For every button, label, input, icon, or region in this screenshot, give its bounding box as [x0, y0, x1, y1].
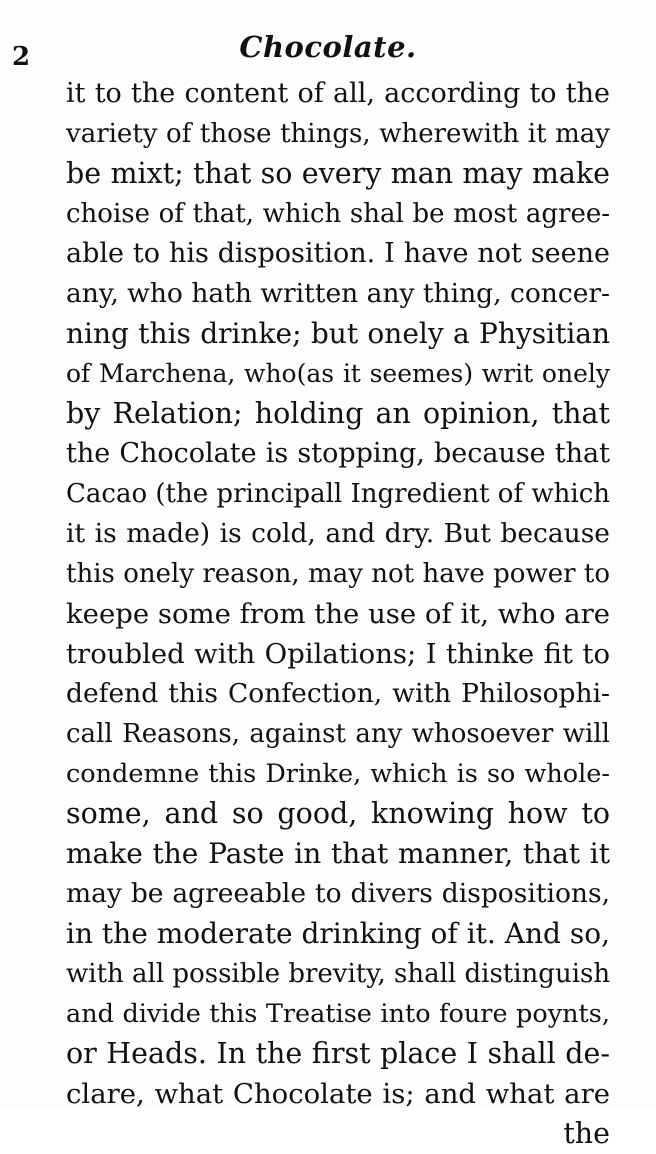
text-line: may be agreeable to divers dispositions,: [66, 878, 610, 909]
text-line: it is made) is cold, and dry. But because: [66, 518, 610, 549]
text-line: some, and so good, knowing how to: [66, 797, 610, 830]
text-line: defend this Confection, with Philosophi-: [66, 678, 610, 709]
text-line: condemne this Drinke, which is so whole-: [66, 759, 610, 789]
running-head: Chocolate.: [239, 30, 417, 64]
page-number: 2: [12, 42, 31, 72]
text-line: the Chocolate is stopping, because that: [66, 438, 610, 469]
text-line: or Heads. In the first place I shall de-: [66, 1037, 610, 1070]
text-line: choise of that, which shal be most agree-: [66, 199, 610, 229]
text-line: able to his disposition. I have not seene: [66, 238, 610, 269]
body-text: [66, 74, 610, 1154]
catchword: the: [563, 1117, 610, 1150]
text-line: of Marchena, who(as it seemes) writ onely: [66, 359, 610, 388]
text-line: with all possible brevity, shall distinguish: [66, 959, 610, 989]
text-line: by Relation; holding an opinion, that: [66, 397, 610, 430]
text-line: this onely reason, may not have power to: [66, 559, 610, 589]
text-line: clare, what Chocolate is; and what are: [66, 1078, 610, 1110]
text-line: make the Paste in that manner, that it: [66, 837, 610, 870]
text-line: and divide this Treatise into foure poynts,: [66, 999, 610, 1029]
text-line: variety of those things, wherewith it may: [66, 119, 610, 149]
text-line: troubled with Opilations; I thinke fit to: [66, 638, 610, 670]
text-line: Cacao (the principall Ingredient of which: [66, 479, 610, 509]
text-line: in the moderate drinking of it. And so,: [66, 917, 610, 950]
text-line: ning this drinke; but onely a Physitian: [66, 317, 610, 350]
text-line: any, who hath written any thing, concer-: [66, 278, 610, 309]
text-line: it to the content of all, according to the: [66, 78, 610, 109]
text-line: call Reasons, against any whosoever will: [66, 719, 610, 749]
text-line: keepe some from the use of it, who are: [66, 598, 610, 630]
text-line: be mixt; that so every man may make: [66, 157, 610, 190]
